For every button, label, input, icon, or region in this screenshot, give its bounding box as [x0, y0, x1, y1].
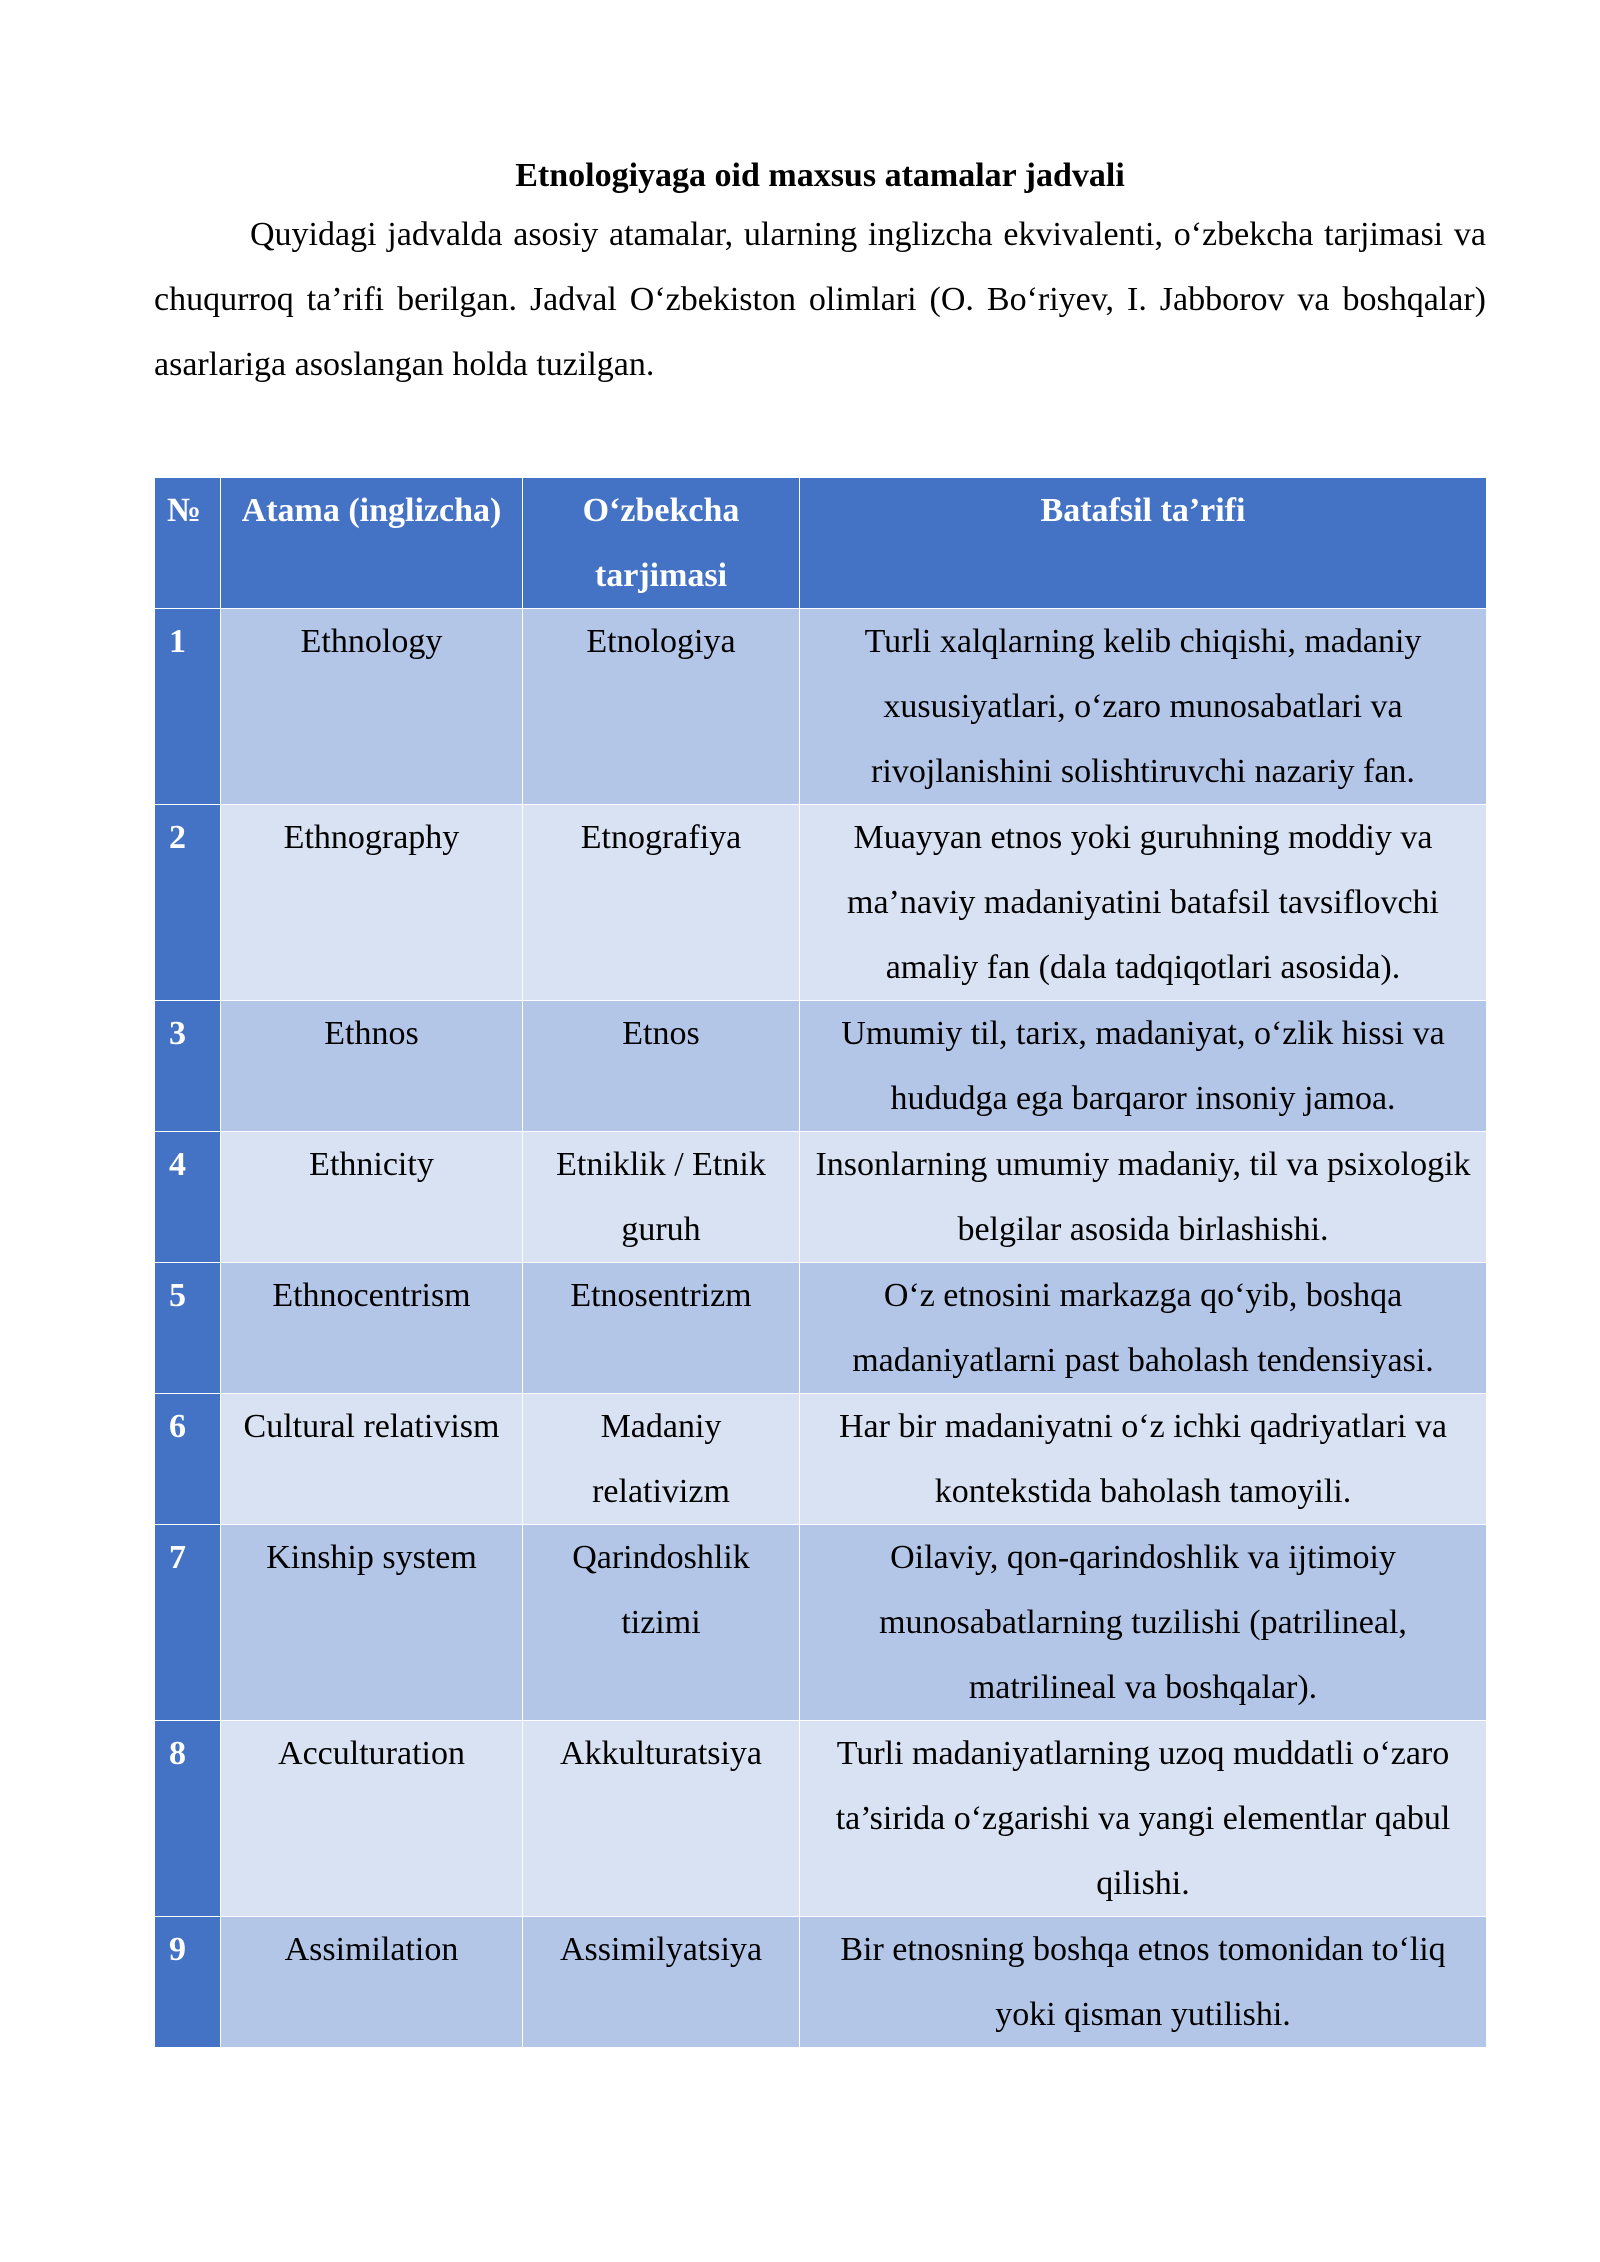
row-uzbek: Assimilyatsiya	[523, 1917, 800, 2048]
row-number: 4	[155, 1132, 221, 1263]
row-definition: O‘z etnosini markazga qo‘yib, boshqa madaniyatlarni past baholash tendensiyasi.	[800, 1263, 1487, 1394]
intro-paragraph: Quyidagi jadvalda asosiy atamalar, ularning inglizcha ekvivalenti, o‘zbekcha tarjimasi va chuqurroq ta’rifi berilgan. Jadval O‘zbekiston olimlari (O. Bo‘riyev, I. Jabborov va boshqalar) asarlariga asoslangan holda tuzilgan.	[154, 216, 1486, 383]
row-number: 7	[155, 1525, 221, 1721]
table-row	[155, 1001, 1487, 1132]
header-number: №	[155, 478, 221, 609]
document-title: Etnologiyaga oid maxsus atamalar jadvali	[515, 157, 1125, 194]
row-definition: Bir etnosning boshqa etnos tomonidan to‘liq yoki qisman yutilishi.	[800, 1917, 1487, 2048]
row-number: 6	[155, 1394, 221, 1525]
terms-table	[154, 477, 1487, 2048]
table-row	[155, 1525, 1487, 1721]
row-uzbek: Qarindoshlik tizimi	[523, 1525, 800, 1721]
row-term: Assimilation	[221, 1917, 523, 2048]
row-term: Ethnology	[221, 609, 523, 805]
row-number: 1	[155, 609, 221, 805]
row-uzbek: Etnosentrizm	[523, 1263, 800, 1394]
row-uzbek: Akkulturatsiya	[523, 1721, 800, 1917]
row-uzbek: Etnos	[523, 1001, 800, 1132]
row-term: Acculturation	[221, 1721, 523, 1917]
row-definition: Har bir madaniyatni o‘z ichki qadriyatlari va kontekstida baholash tamoyili.	[800, 1394, 1487, 1525]
row-term: Ethnos	[221, 1001, 523, 1132]
header-term: Atama (inglizcha)	[221, 478, 523, 609]
row-term: Ethnocentrism	[221, 1263, 523, 1394]
row-number: 3	[155, 1001, 221, 1132]
row-definition: Muayyan etnos yoki guruhning moddiy va ma’naviy madaniyatini batafsil tavsiflovchi amaliy fan (dala tadqiqotlari asosida).	[800, 805, 1487, 1001]
header-definition: Batafsil ta’rifi	[800, 478, 1487, 609]
row-uzbek: Etnologiya	[523, 609, 800, 805]
row-definition: Insonlarning umumiy madaniy, til va psixologik belgilar asosida birlashishi.	[800, 1132, 1487, 1263]
table-body	[155, 609, 1487, 2048]
table-row	[155, 1917, 1487, 2048]
document-page	[154, 150, 1486, 2033]
row-term: Ethnography	[221, 805, 523, 1001]
row-term: Cultural relativism	[221, 1394, 523, 1525]
row-definition: Turli xalqlarning kelib chiqishi, madaniy xususiyatlari, o‘zaro munosabatlari va rivojlanishini solishtiruvchi nazariy fan.	[800, 609, 1487, 805]
row-definition: Umumiy til, tarix, madaniyat, o‘zlik hissi va hududga ega barqaror insoniy jamoa.	[800, 1001, 1487, 1132]
row-number: 9	[155, 1917, 221, 2048]
row-term: Ethnicity	[221, 1132, 523, 1263]
table-row	[155, 1263, 1487, 1394]
row-term: Kinship system	[221, 1525, 523, 1721]
row-number: 8	[155, 1721, 221, 1917]
table-row	[155, 1721, 1487, 1917]
row-number: 5	[155, 1263, 221, 1394]
row-number: 2	[155, 805, 221, 1001]
row-uzbek: Madaniy relativizm	[523, 1394, 800, 1525]
row-definition: Oilaviy, qon-qarindoshlik va ijtimoiy munosabatlarning tuzilishi (patrilineal, matrilineal va boshqalar).	[800, 1525, 1487, 1721]
table-header	[155, 478, 1487, 609]
row-uzbek: Etniklik / Etnik guruh	[523, 1132, 800, 1263]
table-row	[155, 805, 1487, 1001]
header-row	[155, 478, 1487, 609]
row-uzbek: Etnografiya	[523, 805, 800, 1001]
table-row	[155, 1394, 1487, 1525]
row-definition: Turli madaniyatlarning uzoq muddatli o‘zaro ta’sirida o‘zgarishi va yangi elementlar qabul qilishi.	[800, 1721, 1487, 1917]
header-uzbek: O‘zbekcha tarjimasi	[523, 478, 800, 609]
table-row	[155, 609, 1487, 805]
table-row	[155, 1132, 1487, 1263]
